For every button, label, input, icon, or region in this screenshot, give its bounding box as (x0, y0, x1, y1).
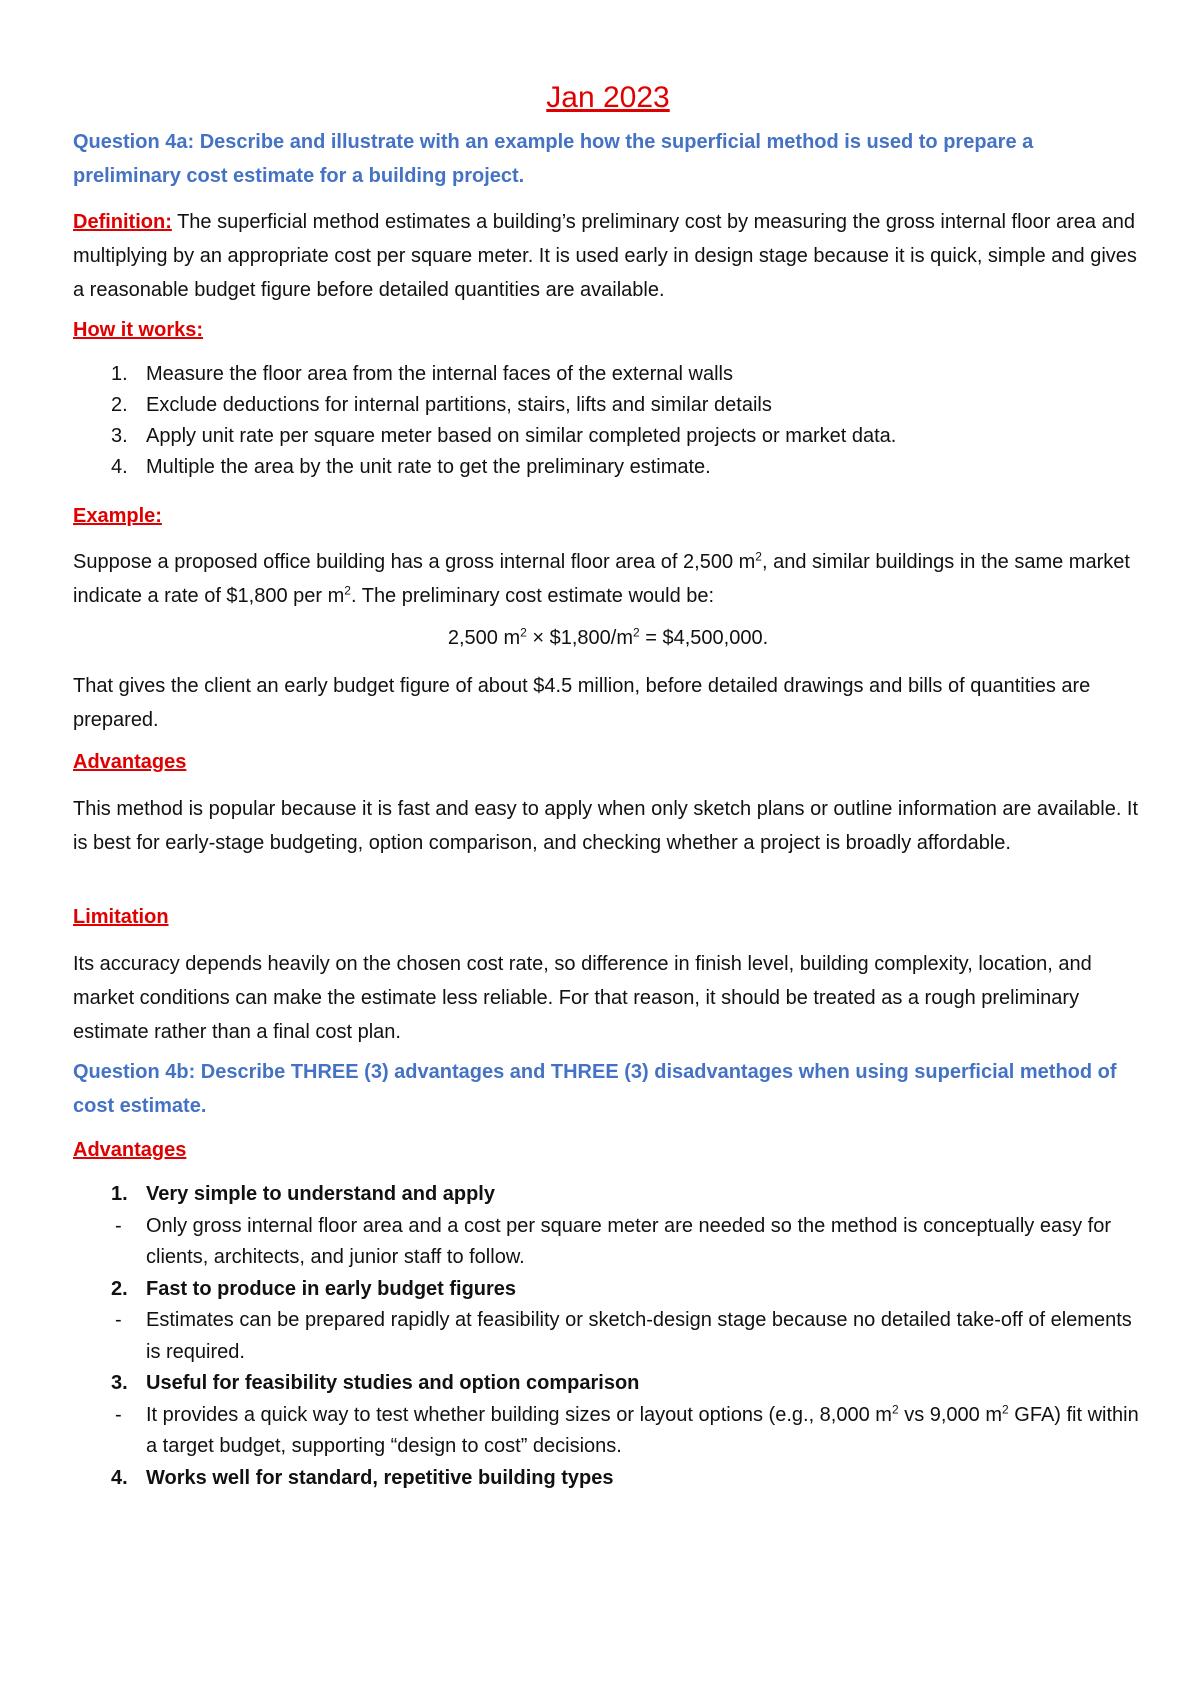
list-item: 1. Very simple to understand and apply (111, 1183, 495, 1205)
definition-paragraph (73, 205, 1143, 307)
list-item: 3. Useful for feasibility studies and option comparison (111, 1372, 640, 1394)
question-4a (73, 125, 1143, 193)
list-item: 2. Fast to produce in early budget figures (111, 1277, 517, 1300)
example-heading: Example: (73, 505, 162, 527)
list-item: 2. Exclude deductions for internal partitions, stairs, lifts and similar details (111, 394, 772, 416)
list-item: 4. Works well for standard, repetitive building types (111, 1466, 614, 1489)
definition-label: Definition: (73, 211, 172, 233)
advantages-heading-2: Advantages (73, 1139, 187, 1161)
advantages-list (73, 1179, 1143, 1494)
example-formula: 2,500 $m^2$ × $\$1,800/m^2$ = $4,500,000. (447, 625, 769, 649)
list-item-description: - It provides a quick way to test whether building sizes or layout options (e.g., 8,000 $m^2$ vs 9,000 $m^2$ GFA) fit within a target budget, supporting “design to cost” decisions. (115, 1401, 1139, 1457)
question-4a-text: Question 4a: Describe and illustrate with an example how the superficial method is used to prepare a preliminary cost estimate for a building project. (73, 131, 1034, 187)
list-item: 1. Measure the floor area from the internal faces of the external walls (111, 363, 733, 385)
how-it-works-list (73, 359, 1143, 483)
definition-text: The superficial method estimates a building’s preliminary cost by measuring the gross internal floor area and multiplying by an appropriate cost per square meter. It is used early in design stage because it is quick, simple and gives a reasonable budget figure before detailed quantities are available. (73, 211, 1137, 301)
list-item-description: - Estimates can be prepared rapidly at feasibility or sketch-design stage because no detailed take-off of elements is required. (115, 1309, 1132, 1363)
page-title: Jan 2023 (546, 81, 670, 114)
advantages-heading: Advantages (73, 751, 187, 773)
example-paragraph: Suppose a proposed office building has a gross internal floor area of 2,500 $m^2$, and similar buildings in the same market indicate a rate of $1,800 per $m^2$. The preliminary cost estimate would be: (73, 549, 1130, 607)
question-4b (73, 1055, 1143, 1123)
limitation-paragraph: Its accuracy depends heavily on the chosen cost rate, so difference in finish level, building complexity, location, and market conditions can make the estimate less reliable. For that reason, it should be treated as a rough preliminary estimate rather than a final cost plan. (73, 953, 1092, 1043)
example-conclusion: That gives the client an early budget figure of about $4.5 million, before detailed drawings and bills of quantities are prepared. (73, 675, 1091, 731)
list-item: 4. Multiple the area by the unit rate to get the preliminary estimate. (111, 456, 711, 478)
question-4b-text: Question 4b: Describe THREE (3) advantages and THREE (3) disadvantages when using superficial method of cost estimate. (73, 1061, 1117, 1117)
limitation-heading: Limitation (73, 906, 169, 928)
list-item: 3. Apply unit rate per square meter based on similar completed projects or market data. (111, 425, 897, 447)
advantages-paragraph: This method is popular because it is fast and easy to apply when only sketch plans or outline information are available. It is best for early-stage budgeting, option comparison, and checking whether a project is broadly affordable. (73, 798, 1139, 854)
how-it-works-heading: How it works: (73, 319, 204, 341)
list-item-description: - Only gross internal floor area and a cost per square meter are needed so the method is conceptually easy for clients, architects, and junior staff to follow. (115, 1214, 1111, 1268)
